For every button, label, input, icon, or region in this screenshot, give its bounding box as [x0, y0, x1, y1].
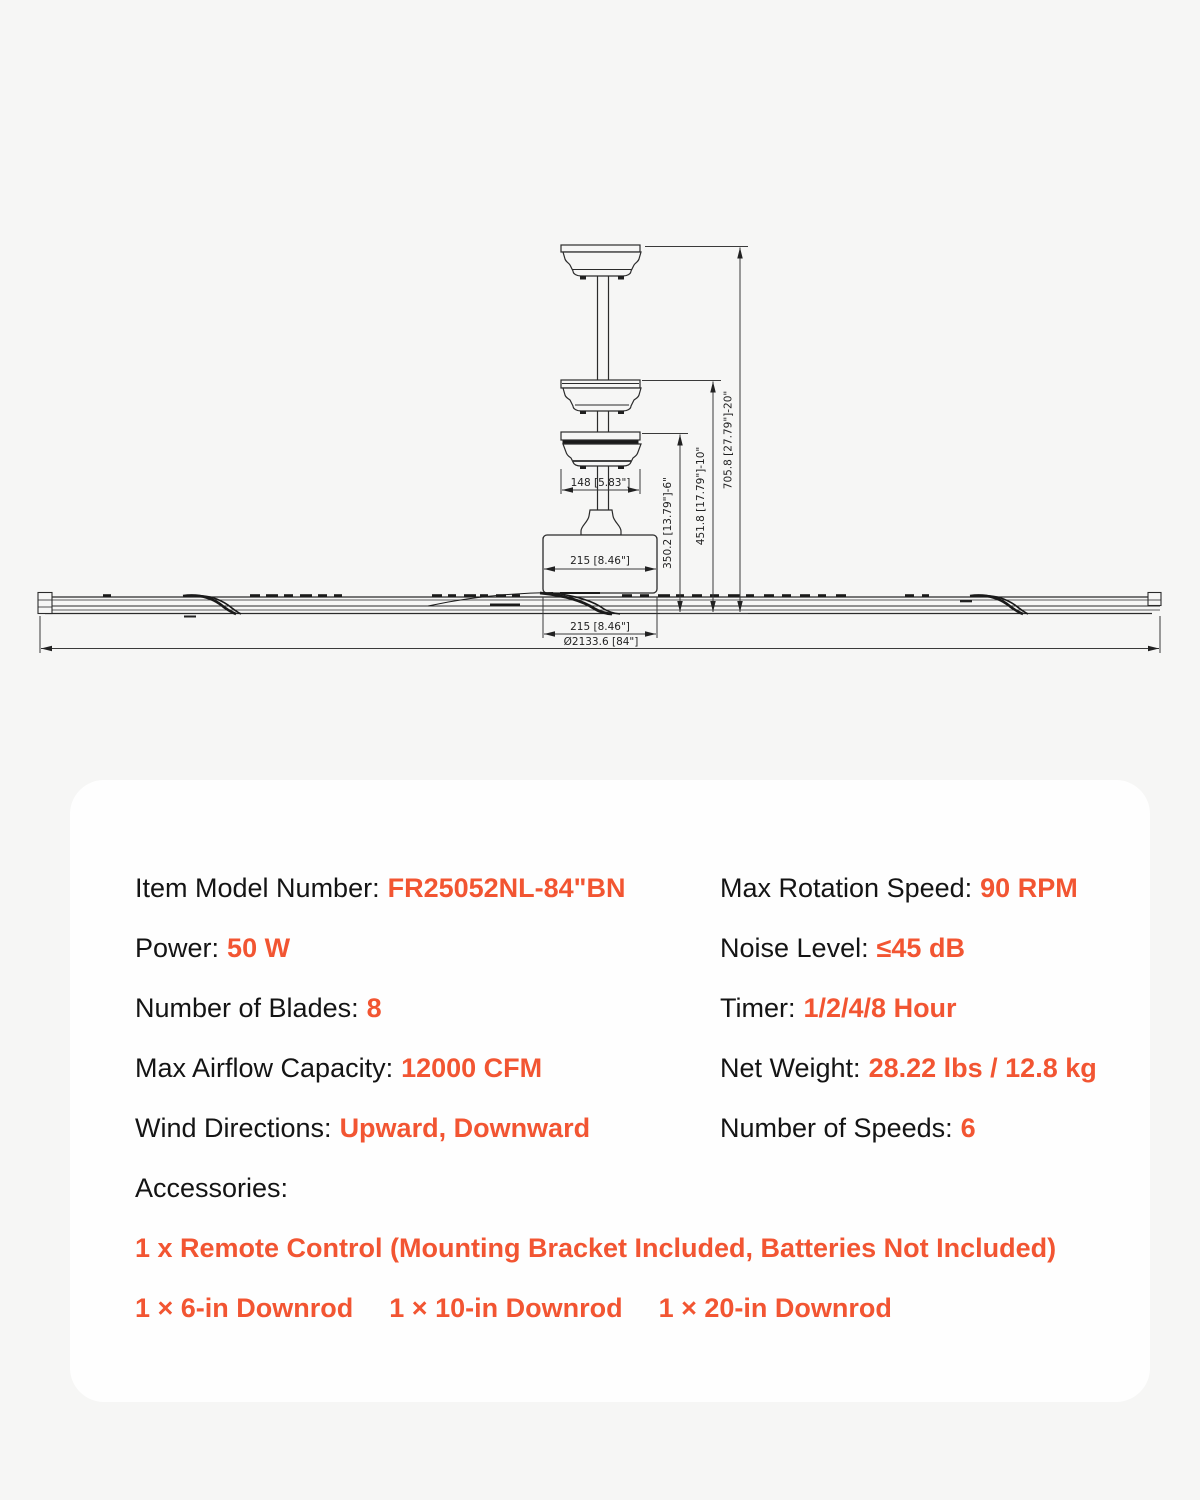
spec-net-weight: [720, 1038, 1110, 1098]
spec-item-model-number: [135, 858, 720, 918]
spec-value: 90 RPM: [980, 872, 1078, 903]
blade-tip-left: [38, 593, 52, 614]
downrod-10in: 1 × 10-in Downrod: [389, 1292, 623, 1323]
spec-value: FR25052NL-84"BN: [387, 872, 626, 903]
spec-value: 50 W: [227, 932, 291, 963]
spec-timer: [720, 978, 1110, 1038]
spec-number-of-blades: [135, 978, 720, 1038]
accessory-remote-text: 1 x Remote Control (Mounting Bracket Included, Batteries Not Included): [135, 1232, 1057, 1263]
dim-hub-width: [543, 597, 657, 638]
spec-label: Item Model Number:: [135, 872, 380, 903]
blade-tip-right: [1148, 593, 1161, 606]
dim-canopy-width-label: 148 [5.83"]: [570, 477, 631, 489]
dim-drop-10in-label: 451.8 [17.79"]-10": [695, 446, 707, 546]
spec-value: 12000 CFM: [401, 1052, 543, 1083]
spec-card: [70, 780, 1150, 1402]
spec-max-rotation-speed: [720, 858, 1110, 918]
downrod-6in: 1 × 6-in Downrod: [135, 1292, 354, 1323]
dim-blade-diameter-label: Ø2133.6 [84"]: [563, 636, 639, 648]
spec-wind-directions: [135, 1098, 720, 1158]
spec-value: Upward, Downward: [339, 1112, 591, 1143]
spec-label: Max Airflow Capacity:: [135, 1052, 394, 1083]
spec-value: 6: [960, 1112, 976, 1143]
spec-number-of-speeds: [720, 1098, 1110, 1158]
spec-value: ≤45 dB: [876, 932, 965, 963]
blade-overlap-center: [428, 592, 620, 614]
lower-canopy: [561, 432, 641, 469]
spec-label: Max Rotation Speed:: [720, 872, 973, 903]
dim-drop-20in-label: 705.8 [27.79"]-20": [722, 390, 735, 490]
fan-dimension-diagram: [0, 0, 1200, 720]
spec-value: 1/2/4/8 Hour: [803, 992, 957, 1023]
accessories-heading: [135, 1158, 1110, 1218]
accessory-downrods: [135, 1278, 1110, 1338]
accessories-label: Accessories:: [135, 1172, 289, 1203]
spec-label: Noise Level:: [720, 932, 869, 963]
spec-power: [135, 918, 720, 978]
motor-neck: [581, 510, 621, 535]
blade-overlap-right: [960, 595, 1028, 614]
spec-max-airflow-capacity: [135, 1038, 720, 1098]
spec-label: Power:: [135, 932, 220, 963]
fan-blades: [38, 592, 1161, 618]
ceiling-canopy: [561, 245, 641, 280]
spec-value: 8: [366, 992, 382, 1023]
mid-canopy: [561, 380, 641, 414]
downrod-20in: 1 × 20-in Downrod: [658, 1292, 892, 1323]
spec-label: Net Weight:: [720, 1052, 861, 1083]
spec-label: Wind Directions:: [135, 1112, 332, 1143]
spec-label: Number of Blades:: [135, 992, 359, 1023]
dim-drop-20in: [645, 247, 748, 614]
spec-value: 28.22 lbs / 12.8 kg: [868, 1052, 1097, 1083]
spec-noise-level: [720, 918, 1110, 978]
spec-grid: [135, 858, 1110, 1338]
spec-label: Number of Speeds:: [720, 1112, 953, 1143]
dim-hub-width-label: 215 [8.46"]: [570, 621, 630, 633]
spec-label: Timer:: [720, 992, 796, 1023]
dim-drop-6in-label: 350.2 [13.79"]-6": [662, 477, 674, 569]
accessory-remote-control: [135, 1218, 1110, 1278]
dim-motor-width-label: 215 [8.46"]: [570, 555, 630, 567]
